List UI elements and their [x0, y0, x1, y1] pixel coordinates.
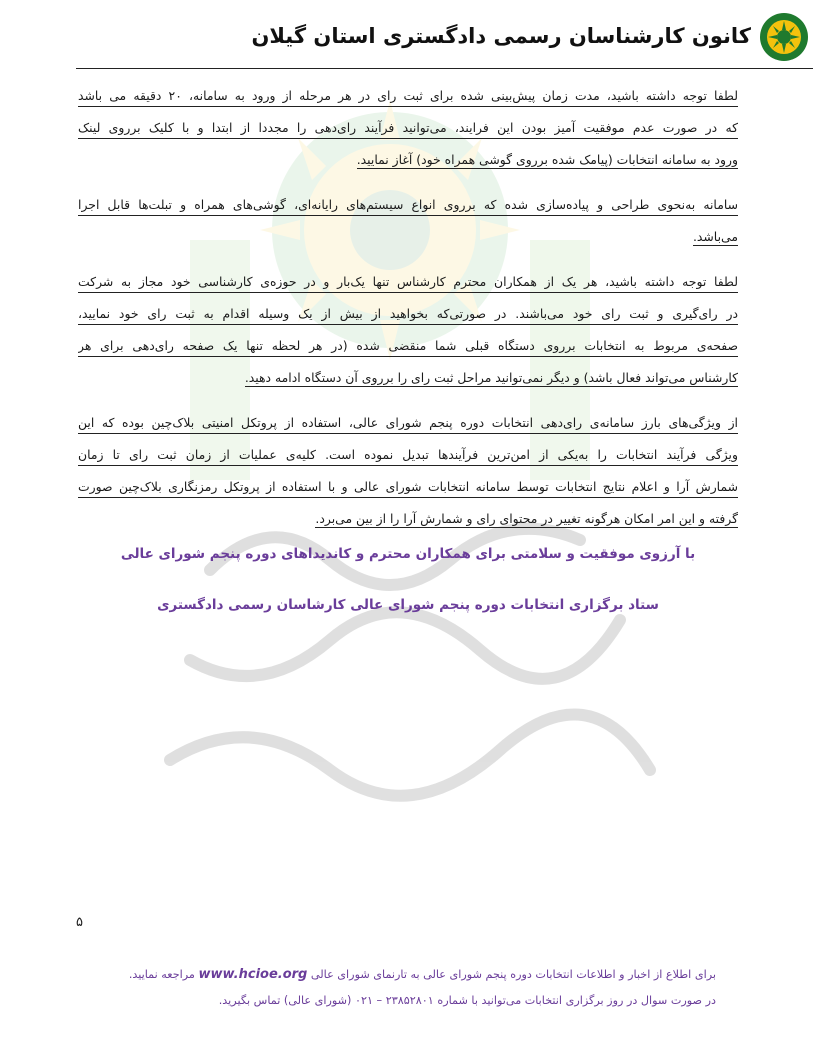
- closing-wish: با آرزوی موفقیت و سلامتی برای همکاران محترم و کاندیداهای دوره پنجم شورای عالی: [120, 546, 696, 562]
- text-line: لطفا توجه داشته باشید، هر یک از همکاران محترم کارشناس تنها یک‌بار و در حوزه‌ی کارشناسی خود مجاز به شرکت: [78, 266, 738, 298]
- text-line: ویژگی فرآیند انتخابات را به‌یکی از امن‌ترین فرآیندها تبدیل نموده است. کلیه‌ی عملیات از زمان ثبت رای تا زمان: [78, 439, 738, 471]
- paragraph-single-vote: [78, 266, 738, 394]
- page-number: ۵: [76, 915, 83, 930]
- page-footer: [70, 962, 716, 1014]
- footer-line-contact: در صورت سوال در روز برگزاری انتخابات می‌توانید با شماره ۲۳۸۵۲۸۰۱ – ۰۲۱ (شورای عالی) تماس بگیرید.: [218, 994, 716, 1007]
- text-line: لطفا توجه داشته باشید، مدت زمان پیش‌بینی شده برای ثبت رای در هر مرحله از ورود به سامانه، ۲۰ دقیقه می باشد: [78, 80, 738, 112]
- text-line: در رای‌گیری و ثبت رای خود می‌باشند. در صورتی‌که بخواهید از بیش از یک وسیله اقدام به ثبت رای خود نمایید،: [78, 298, 738, 330]
- text-line: گرفته و این امر امکان هرگونه تغییر در محتوای رای و شمارش آرا را از بین می‌برد.: [78, 503, 738, 535]
- footer-text: برای اطلاع از اخبار و اطلاعات انتخابات دوره پنجم شورای عالی به تارنمای شورای عالی: [310, 968, 716, 981]
- document-body: [78, 80, 738, 548]
- paragraph-time-limit: [78, 80, 738, 176]
- paragraph-device-support: [78, 189, 738, 253]
- text-line: ورود به سامانه انتخابات (پیامک شده برروی گوشی همراه خود) آغاز نمایید.: [78, 144, 738, 176]
- text-line: که در صورت عدم موفقیت آمیز بودن این فرایند، می‌توانید فرآیند رای‌دهی را مجددا از ابتدا و با کلیک برروی لینک: [78, 112, 738, 144]
- organization-title: کانون کارشناسان رسمی دادگستری استان گیلان: [251, 24, 751, 48]
- text-line: می‌باشد.: [78, 221, 738, 253]
- text-line: شمارش آرا و اعلام نتایج انتخابات توسط سامانه انتخابات شورای عالی و با استفاده از پروتکل رمزنگاری بلاک‌چین صورت: [78, 471, 738, 503]
- sunburst-logo-icon: [759, 12, 809, 62]
- text-line: سامانه به‌نحوی طراحی و پیاده‌سازی شده که برروی انواع سیستم‌های رایانه‌ای، گوشی‌های همراه و تبلت‌ها قابل اجرا: [78, 189, 738, 221]
- text-line: کارشناس می‌تواند فعال باشد) و دیگر نمی‌توانید مراحل ثبت رای را برروی آن دستگاه ادامه دهید.: [78, 362, 738, 394]
- paragraph-blockchain: [78, 407, 738, 535]
- footer-line-website: [70, 962, 716, 988]
- closing-signature: ستاد برگزاری انتخابات دوره پنجم شورای عالی کارشاسان رسمی دادگستری: [157, 597, 659, 613]
- text-line: از ویژگی‌های بارز سامانه‌ی رای‌دهی انتخابات دوره پنجم شورای عالی، استفاده از پروتکل امنیتی بلاک‌چین بوده که این: [78, 407, 738, 439]
- text-line: صفحه‌ی مربوط به انتخابات برروی دستگاه قبلی شما منقضی شده (در هر لحظه تنها یک صفحه رای‌دهی برای هر: [78, 330, 738, 362]
- footer-text: مراجعه نمایید.: [128, 968, 195, 981]
- page-header: [76, 10, 813, 69]
- website-link[interactable]: www.hcioe.org: [198, 967, 308, 982]
